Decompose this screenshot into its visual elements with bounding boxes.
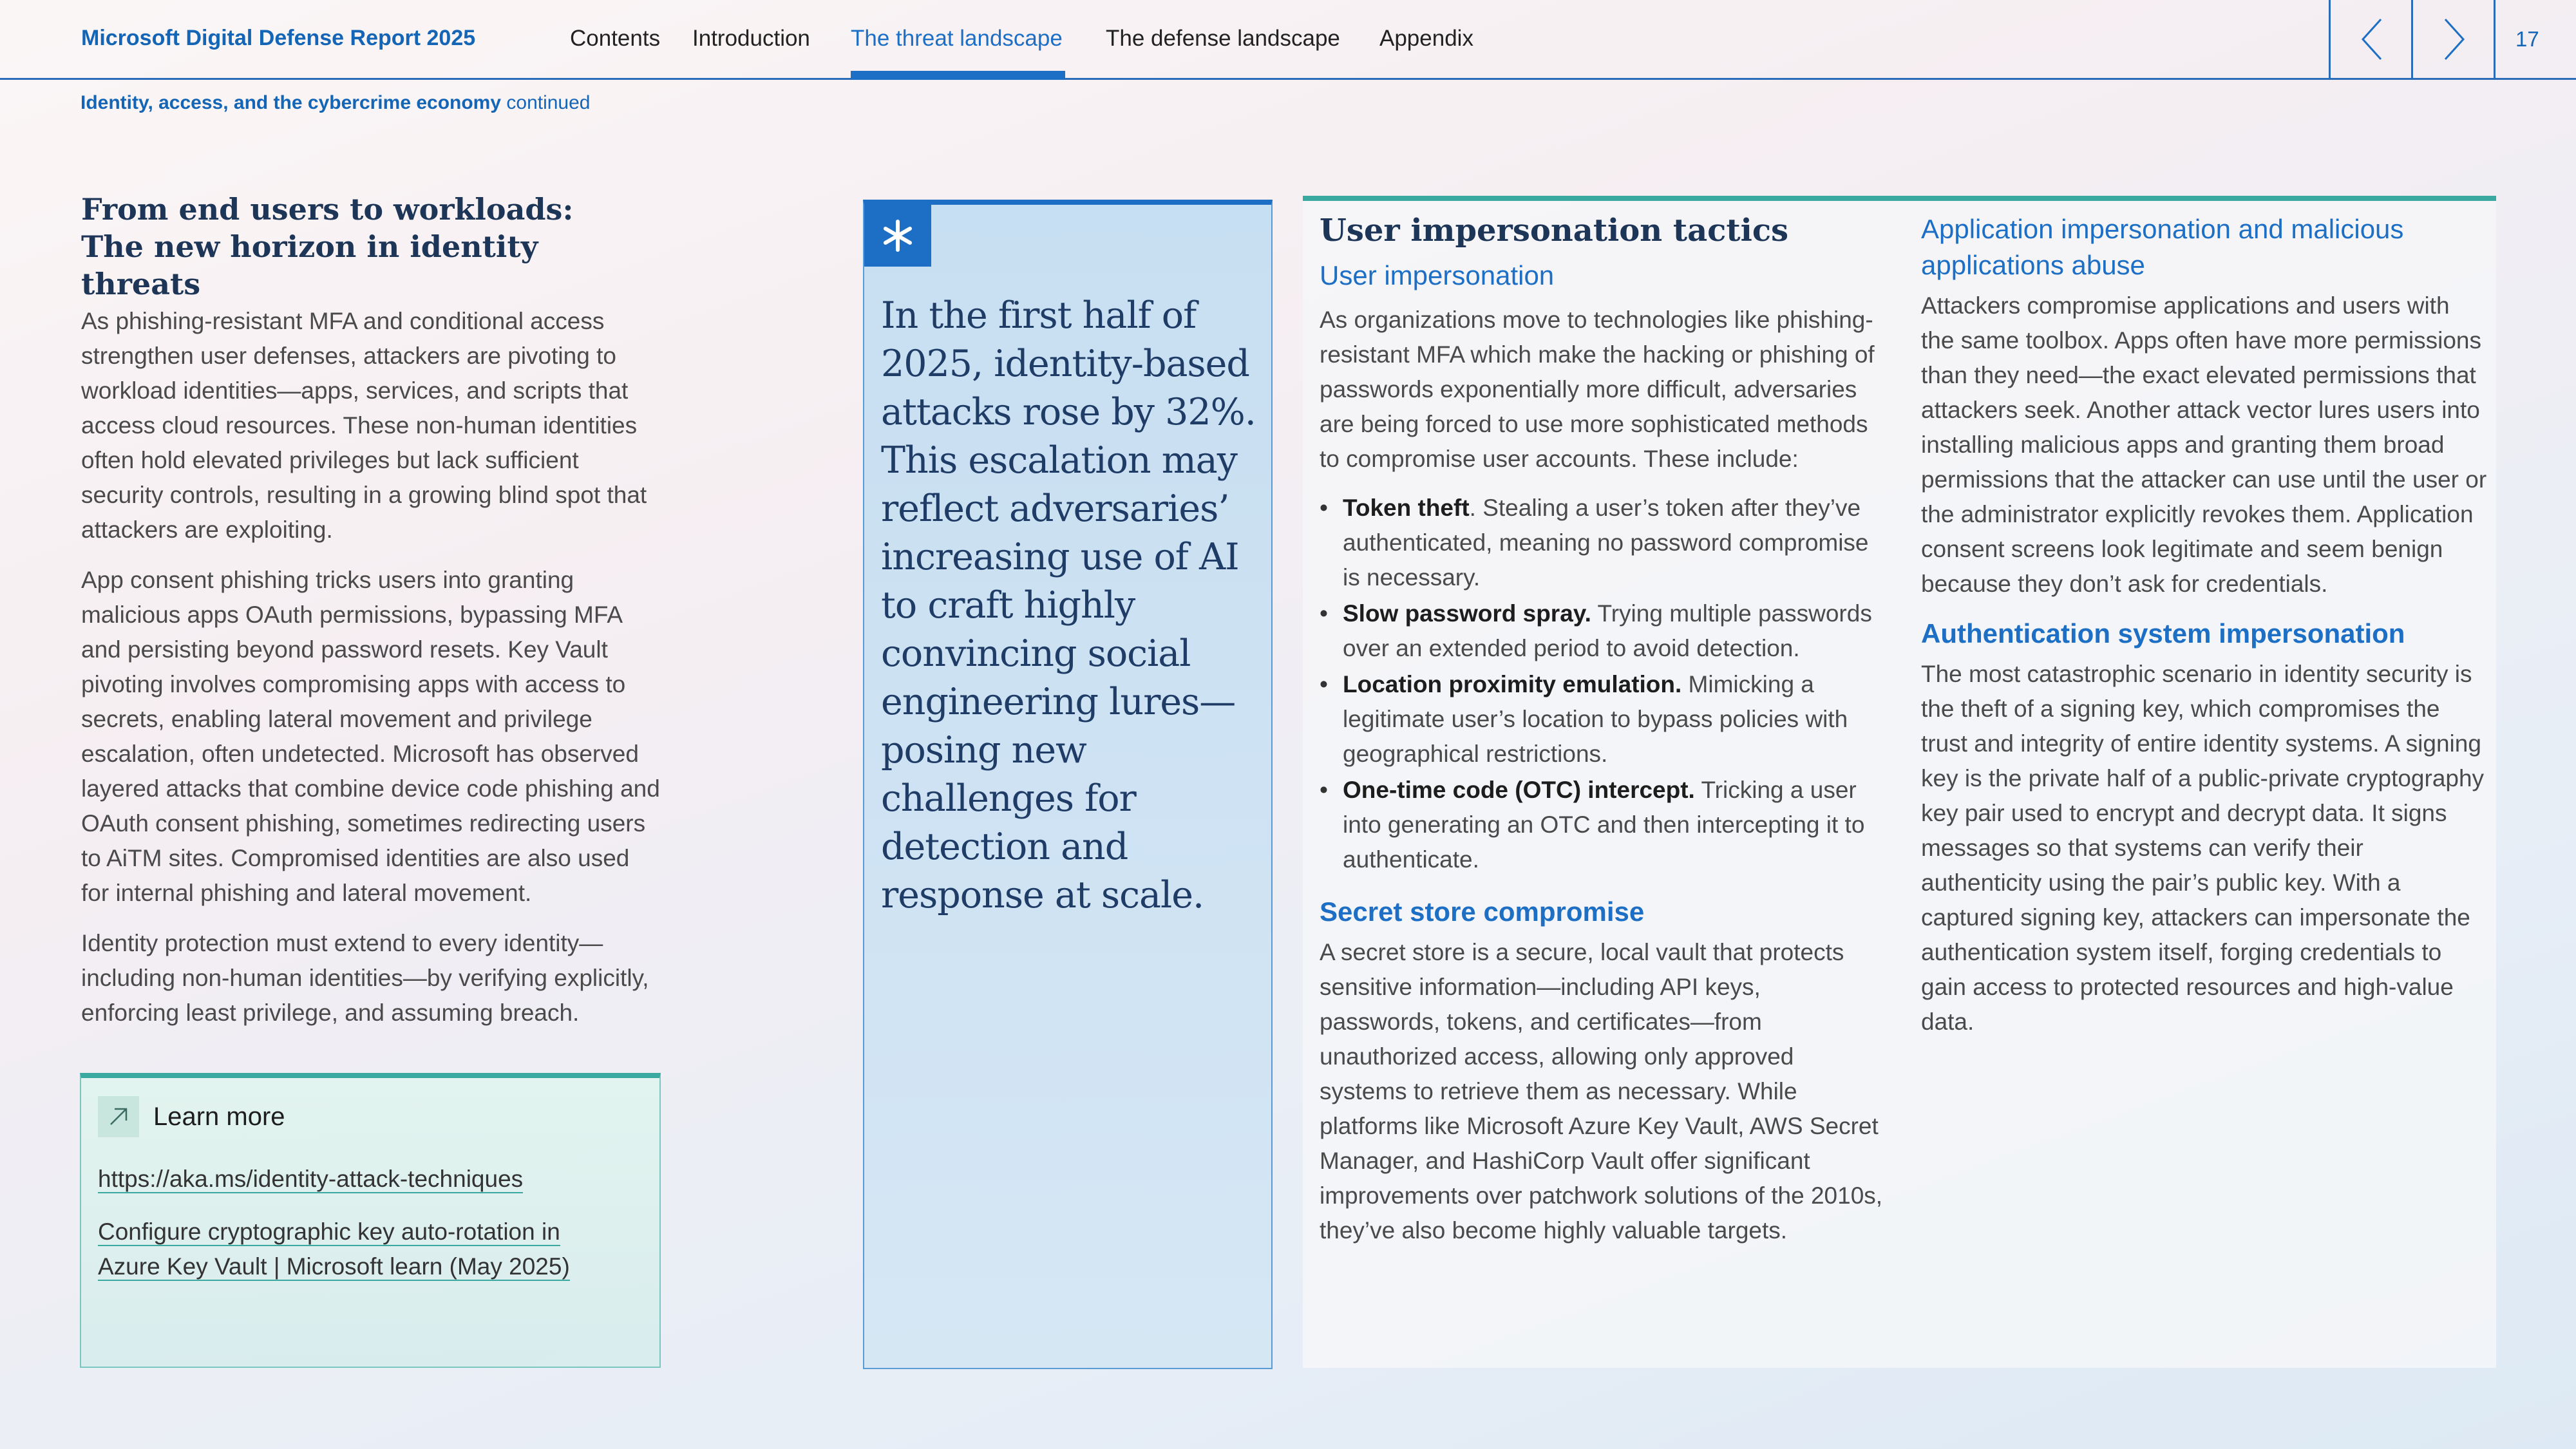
app-impersonation-text: Attackers compromise applications and users with the same toolbox. Apps often have more permissions than they need—the exact elevated permissions that attackers seek. Another attack vector lures users into installing malicious apps and granting them broad permissions that the attacker can use until the user or the administrator explicitly revokes them. Application consent screens look legitimate and seem benign because they don’t ask for credentials. <box>1921 292 2487 597</box>
link-key-auto-rotation[interactable]: Configure cryptographic key auto-rotation in Azure Key Vault | Microsoft learn (May 2025) <box>98 1218 570 1280</box>
learn-more-title: Learn more <box>153 1102 285 1131</box>
nav-contents[interactable]: Contents <box>570 26 661 51</box>
bullet-text: Trying multiple passwords over an extended period to avoid detection. <box>1343 600 1872 661</box>
section-heading-line2: The new horizon in identity threats <box>81 229 538 301</box>
card-title: User impersonation tactics <box>1320 213 1789 249</box>
tactics-column-2 <box>1921 207 2488 1054</box>
link-identity-attack-techniques[interactable]: https://aka.ms/identity-attack-techniques <box>98 1166 524 1192</box>
list-item <box>1320 667 1886 772</box>
statistic-callout <box>863 200 1273 1369</box>
chevron-right-icon <box>2441 17 2467 62</box>
paragraph: Identity protection must extend to every identity—including non-human identities—by verifying explicitly, enforcing least privilege, and assuming breach. <box>81 930 649 1026</box>
next-page-button[interactable] <box>2411 0 2495 79</box>
nav-appendix[interactable]: Appendix <box>1379 26 1473 51</box>
nav-defense-landscape[interactable]: The defense landscape <box>1106 26 1340 51</box>
bullet-term: Slow password spray. <box>1343 600 1591 627</box>
list-item <box>1320 596 1886 666</box>
tactics-list <box>1320 491 1886 877</box>
top-navigation-bar <box>0 0 2576 80</box>
section-heading <box>81 191 661 303</box>
user-impersonation-heading: User impersonation <box>1320 260 1555 290</box>
user-impersonation-intro: As organizations move to technologies like phishing-resistant MFA which make the hacking or phishing of passwords exponentially more difficult, adversaries are being forced to use more sophisticated methods to compromise user accounts. These include: <box>1320 307 1875 472</box>
asterisk-icon <box>864 205 931 267</box>
bullet-term: Location proximity emulation. <box>1343 671 1682 697</box>
secret-store-text: A secret store is a secure, local vault that protects sensitive information—including API keys, passwords, tokens, and certificates—from unauthorized access, allowing only approved systems to retrieve them as necessary. While platforms like Microsoft Azure Key Vault, AWS Secret Manager, and HashiCorp Vault offer significant improvements over patchwork solutions of the 2010s, they’ve also become highly valuable targets. <box>1320 939 1883 1244</box>
report-title[interactable]: Microsoft Digital Defense Report 2025 <box>81 26 476 50</box>
bullet-term: One-time code (OTC) intercept. <box>1343 777 1695 803</box>
app-impersonation-heading: Application impersonation and malicious applications abuse <box>1921 214 2404 280</box>
bullet-text: Mimicking a legitimate user’s location to bypass policies with geographical restrictions. <box>1343 671 1848 767</box>
previous-page-button[interactable] <box>2329 0 2412 79</box>
paragraph: As phishing-resistant MFA and conditional access strengthen user defenses, attackers are pivoting to workload identities—apps, services, and scripts that access cloud resources. These non-human identities often hold elevated privileges but lack sufficient security controls, resulting in a growing blind spot that attackers are exploiting. <box>81 308 647 543</box>
auth-impersonation-text: The most catastrophic scenario in identity security is the theft of a signing key, which compromises the trust and integrity of entire identity systems. A signing key is the private half of a public-private cryptography key pair used to encrypt and decrypt data. It signs messages so that systems can verify their authenticity using the pair’s public key. With a captured signing key, attackers can impersonate the authentication system itself, forging credentials to gain access to protected resources and high-value data. <box>1921 661 2485 1035</box>
learn-more-box <box>80 1073 661 1368</box>
auth-impersonation-heading: Authentication system impersonation <box>1921 618 2405 649</box>
learn-more-header <box>98 1096 643 1137</box>
left-column <box>81 191 661 1046</box>
paragraph: App consent phishing tricks users into granting malicious apps OAuth permissions, bypassing MFA and persisting beyond password resets. Key Vault pivoting involves compromising apps with access to secrets, enabling lateral movement and privilege escalation, often undetected. Microsoft has observed layered attacks that combine device code phishing and OAuth consent phishing, sometimes redirecting users to AiTM sites. Compromised identities are also used for internal phishing and lateral movement. <box>81 567 660 906</box>
callout-text: In the first half of 2025, identity-based attacks rose by 32%. This escalation may reflect adversaries’ increasing use of AI to craft highly convincing social engineering lures—posing new challenges for detection and response at scale. <box>881 294 1256 916</box>
arrow-up-right-icon <box>98 1096 139 1137</box>
bullet-text: . Stealing a user’s token after they’ve authenticated, meaning no password compromise is necessary. <box>1343 495 1869 591</box>
nav-introduction[interactable]: Introduction <box>692 26 810 51</box>
bullet-text: Tricking a user into generating an OTC and then intercepting it to authenticate. <box>1343 777 1865 873</box>
page-number: 17 <box>2515 27 2539 51</box>
list-item <box>1320 491 1886 595</box>
breadcrumb <box>80 92 591 114</box>
section-heading-line1: From end users to workloads: <box>81 192 574 227</box>
breadcrumb-section[interactable]: Identity, access, and the cybercrime economy <box>80 92 502 113</box>
chevron-left-icon <box>2359 17 2385 62</box>
nav-threat-landscape[interactable]: The threat landscape <box>851 26 1063 51</box>
breadcrumb-suffix: continued <box>501 92 591 113</box>
active-tab-indicator <box>851 71 1065 80</box>
secret-store-heading: Secret store compromise <box>1320 896 1645 927</box>
impersonation-tactics-card <box>1303 196 2496 1368</box>
bullet-term: Token theft <box>1343 495 1470 521</box>
list-item <box>1320 773 1886 877</box>
tactics-column-1 <box>1320 207 1886 1262</box>
